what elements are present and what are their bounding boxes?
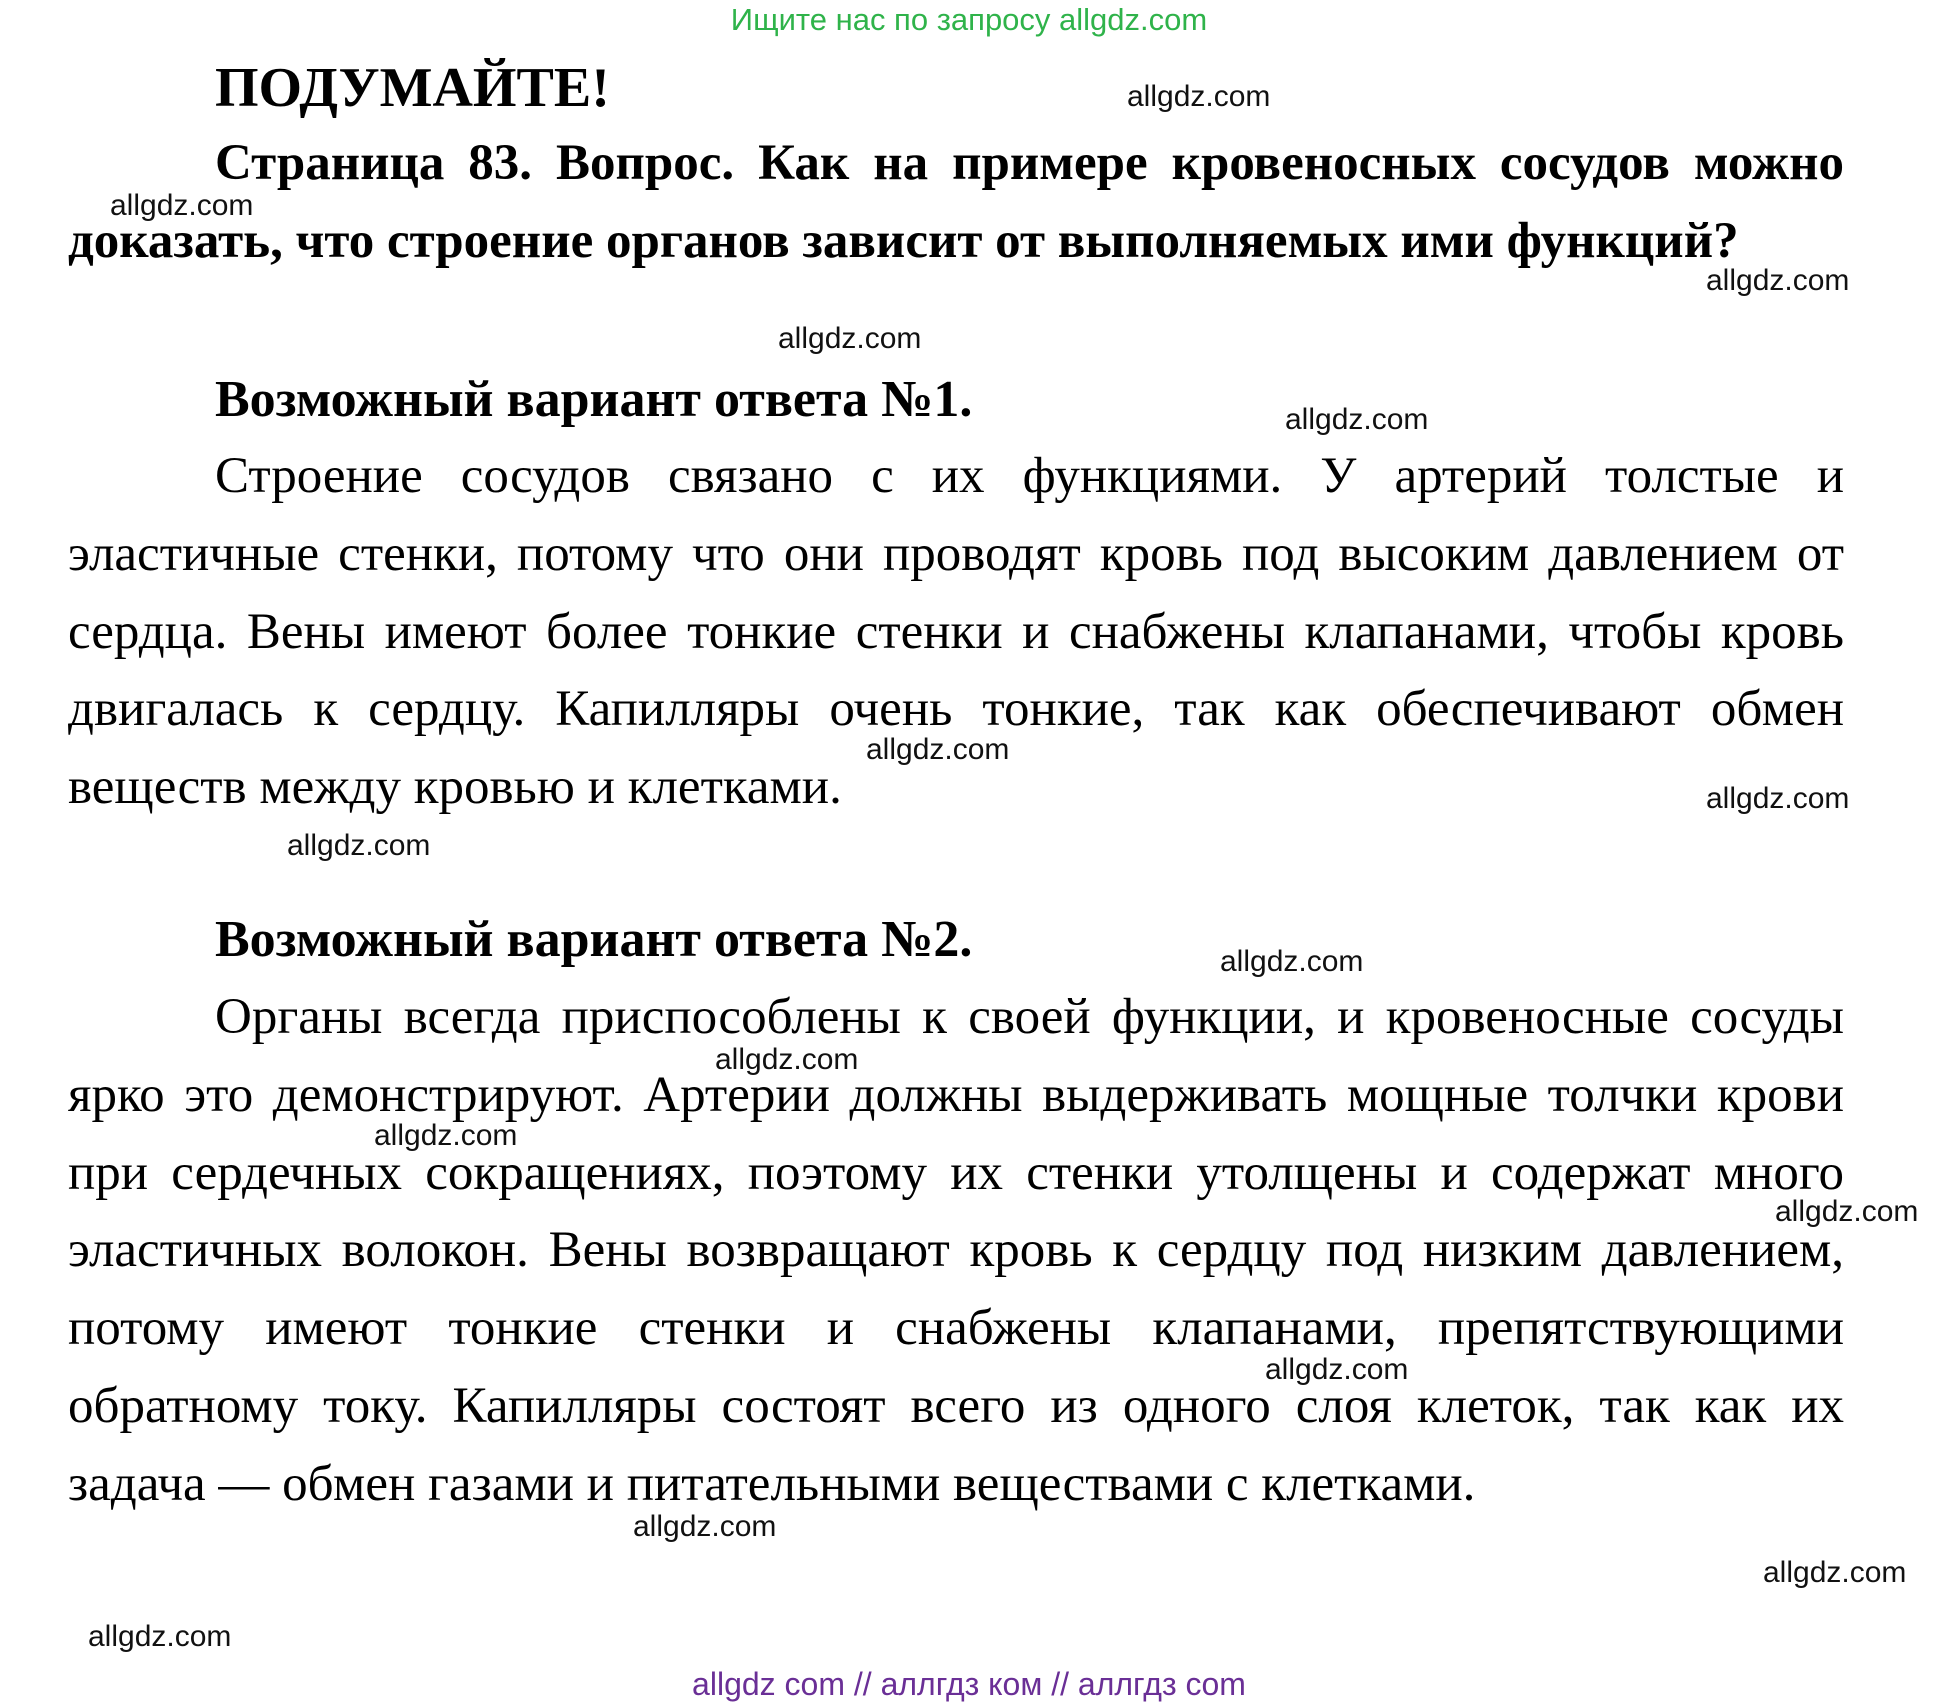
watermark: allgdz.com [1706, 264, 1850, 297]
watermark: allgdz.com [866, 733, 1010, 766]
watermark: allgdz.com [1763, 1556, 1907, 1589]
answer-2-title: Возможный вариант ответа №2. [215, 911, 973, 968]
watermark: allgdz.com [1775, 1195, 1919, 1228]
answer-2-text: Органы всегда приспособлены к своей функции, и кровеносные сосуды ярко это демонстрируют. Артерии должны выдерживать мощные толчки крови при сердечных сокращениях, поэтому их стенки утолщены и содержат много эластичных волокон. Вены возвращают кровь к сердцу под низким давлением, потому имеют тонкие стенки и снабжены клапанами, препятствующими обратному току. Капилляры состоят всего из одного слоя клеток, так как их задача — обмен газами и питательными веществами с клетками. [68, 989, 1844, 1512]
answer-1-title: Возможный вариант ответа №1. [215, 371, 973, 428]
watermark: allgdz.com [1706, 782, 1850, 815]
watermark: allgdz.com [1220, 945, 1364, 978]
top-banner[interactable]: Ищите нас по запросу allgdz.com [730, 2, 1208, 37]
watermark: allgdz.com [88, 1620, 232, 1653]
watermark: allgdz.com [715, 1043, 859, 1076]
bottom-banner[interactable]: allgdz com // аллгдз ком // аллгдз com [692, 1666, 1246, 1702]
watermark: allgdz.com [1285, 403, 1429, 436]
watermark: allgdz.com [633, 1510, 777, 1543]
watermark: allgdz.com [1265, 1353, 1409, 1386]
watermark: allgdz.com [287, 829, 431, 862]
watermark: allgdz.com [1127, 80, 1271, 113]
watermark: allgdz.com [374, 1119, 518, 1152]
page-heading: ПОДУМАЙТЕ! [215, 57, 610, 119]
watermark: allgdz.com [110, 189, 254, 222]
watermark: allgdz.com [778, 322, 922, 355]
answer-1-text: Строение сосудов связано с их функциями. У артерий толстые и эластичные стенки, потому что они проводят кровь под высоким давлением от сердца. Вены имеют более тонкие стенки и снабжены клапанами, чтобы кровь двигалась к сердцу. Капилляры очень тонкие, так как обеспечивают обмен веществ между кровью и клетками. [68, 448, 1844, 816]
question-text: Страница 83. Вопрос. Как на примере кровеносных сосудов можно доказать, что строение органов зависит от выполняемых ими функций? [68, 135, 1844, 269]
